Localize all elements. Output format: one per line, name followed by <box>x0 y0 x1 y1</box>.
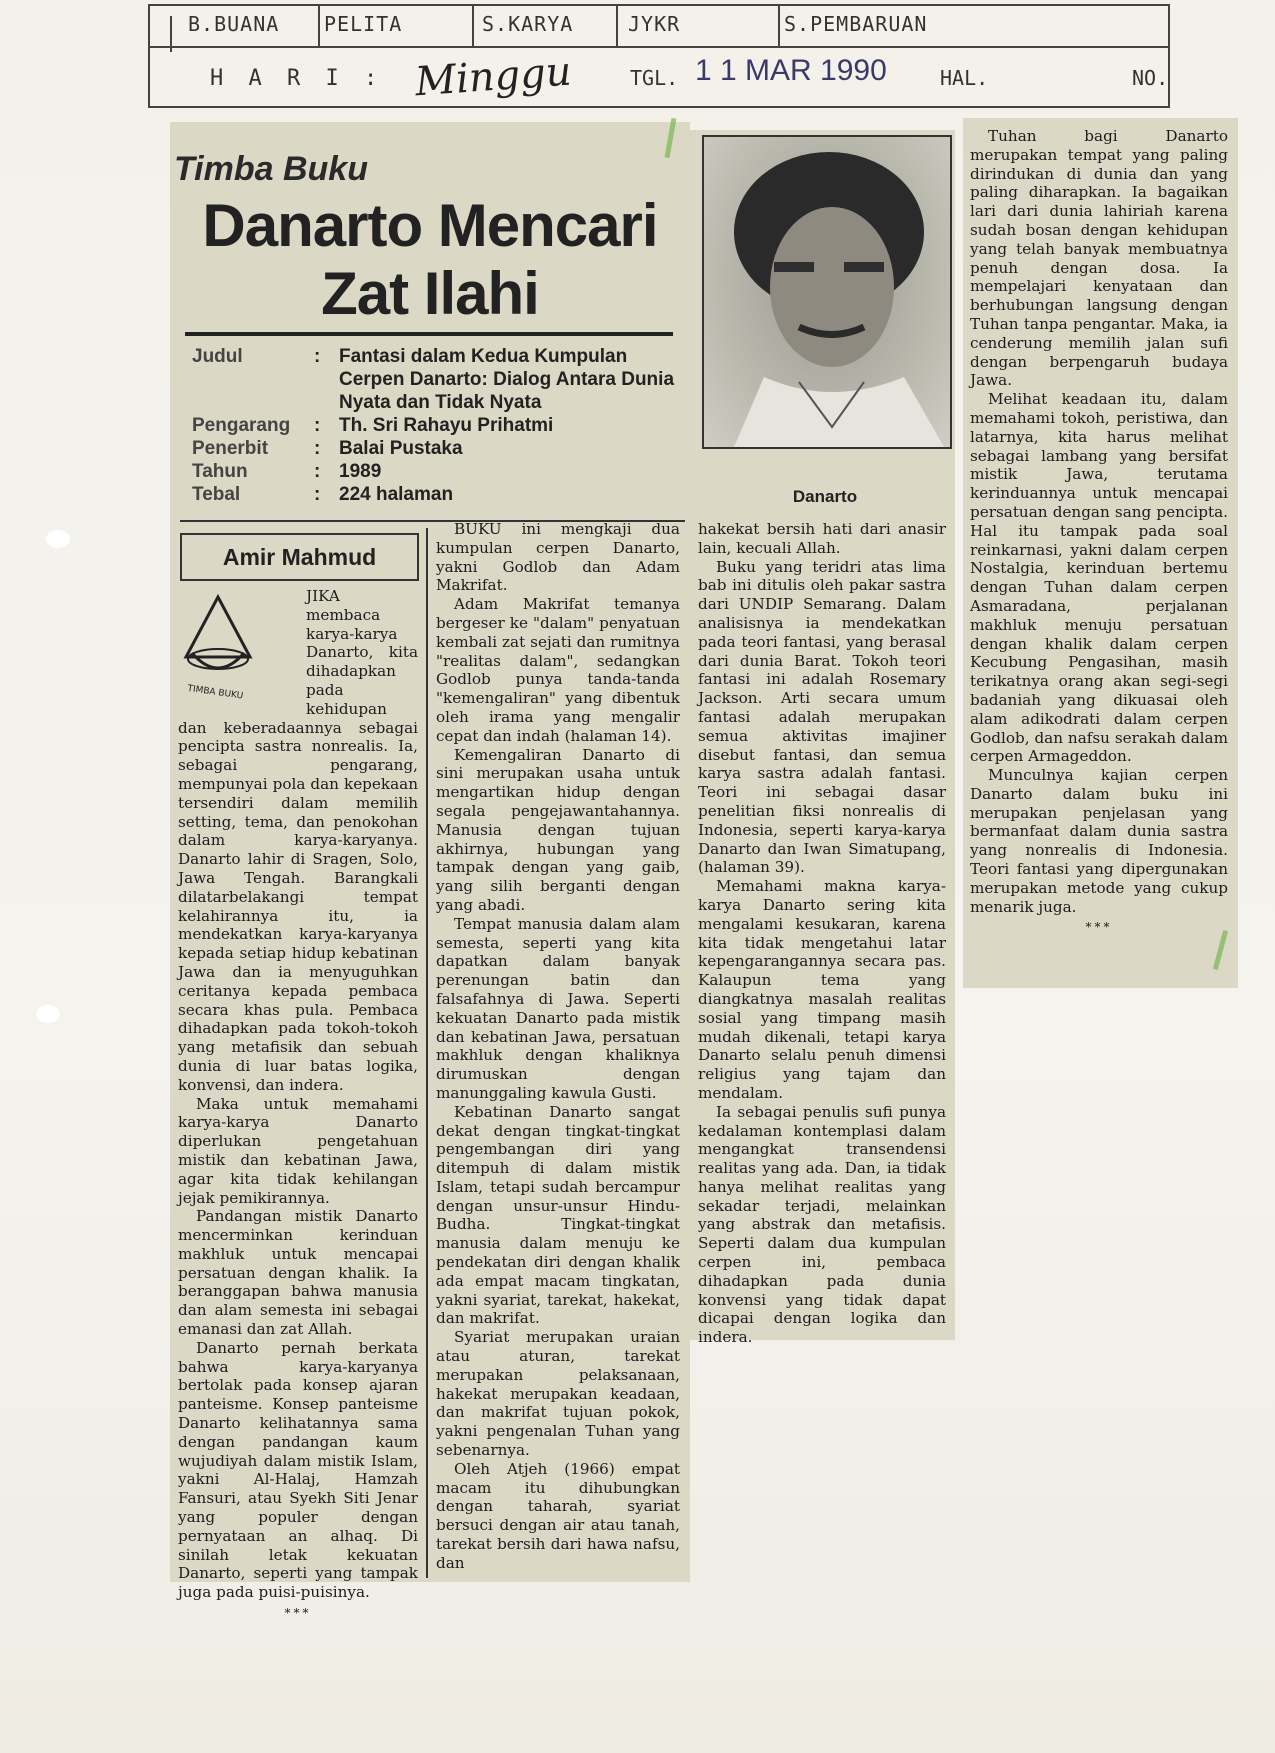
bucket-logo-icon <box>178 587 298 705</box>
stamp-cell: S.KARYA <box>482 12 574 36</box>
info-colon: : <box>314 346 321 367</box>
info-value: Fantasi dalam Kedua Kumpulan Cerpen Danarto: Dialog Antara Dunia Nyata dan Tidak Nyata <box>339 346 675 413</box>
stamp-no-label: NO. <box>1132 66 1169 90</box>
author-byline: Amir Mahmud <box>180 533 419 581</box>
paragraph: BUKU ini mengkaji dua kumpulan cerpen Danarto, yakni Godlob dan Adam Makrifat. <box>436 520 680 595</box>
paragraph: Munculnya kajian cerpen Danarto dalam buku ini merupakan penjelasan yang bermanfaat dalam dunia sastra yang nonrealis di Indonesia. Teori fantasi yang dipergunakan merupakan metode yang cukup menarik juga. <box>970 766 1228 916</box>
info-row <box>192 483 682 506</box>
stamp-handwritten-day: Minggu <box>413 48 573 106</box>
info-label: Penerbit <box>192 438 269 459</box>
paragraph: Buku yang teridri atas lima bab ini ditulis oleh pakar sastra dari UNDIP Semarang. Dalam analisisnya ia mendekatkan pada teori fantasi, yang berasal dari dunia Barat. Tokoh teori fantasi ini adalah Rosemary Jackson. Arti secara umum fantasi adalah merupakan semua aktivitas imajiner disebut fantasi, dan semua karya sastra adalah fantasi. Teori ini sebagai dasar penelitian fiksi nonrealis di Indonesia, seperti karya-karya Danarto dan Iwan Simatupang, (halaman 39). <box>698 557 946 877</box>
info-value: 1989 <box>339 461 382 482</box>
stamp-newspaper-row <box>150 6 1168 48</box>
stamp-tgl-label: TGL. <box>630 66 679 90</box>
end-stars: *** <box>284 1606 312 1621</box>
timba-buku-logo <box>178 587 302 707</box>
headline-line: Danarto Mencari <box>202 192 658 259</box>
paragraph: Tuhan bagi Danarto merupakan tempat yang paling dirindukan di dunia dan yang paling diharapkan. Ia bagaikan lari dari dunia lahiriah karena sudah bosan dengan kehidupan yang telah banyak membuatnya penuh dengan dosa. Ia mempelajari kenyataan dan berhubungan langsung dengan Tuhan tanpa pengantar. Maka, ia cenderung memilih jalan sufi dengan berpengaruh budaya Jawa. <box>970 127 1228 390</box>
stamp-divider <box>472 6 474 46</box>
paragraph: Adam Makrifat temanya bergeser ke "dalam" penyatuan kembali zat sejati dan rumitnya "realitas dalam", sedangkan Godlob punya tanda-tanda "kemengaliran" yang dibentuk oleh irama yang mengalir cepat dan indah (halaman 14). <box>436 595 680 745</box>
stamp-margin-line <box>170 16 172 52</box>
clipping-stamp <box>148 4 1170 108</box>
article-column-4 <box>970 127 1228 937</box>
stamp-hal-label: HAL. <box>940 66 989 90</box>
paragraph: Kemengaliran Danarto di sini merupakan usaha untuk mengartikan hidup dengan segala pengejawantahannya. Manusia dengan tujuan akhirnya, hubungan yang tampak dengan yang gaib, yang silih berganti dengan yang abadi. <box>436 745 680 914</box>
paragraph: Melihat keadaan itu, dalam memahami tokoh, peristiwa, dan latarnya, kita harus melihat sebagai lambang yang bersifat mistik Jawa, terutama kerinduannya untuk mencapai persatuan dengan sang pencipta. Hal itu tampak pada soal reinkarnasi, yakni dalam cerpen Nostalgia, kerinduan bertemu dengan Tuhan dalam cerpen Asmaradana, perjalanan makhluk menuju persatuan dengan khalik dalam cerpen Kecubung Pengasihan, masih terikatnya orang akan segi-segi badaniah yang dikuasai oleh alam adikodrati dalam cerpen Godlob, dan nafsu serakah dalam cerpen Armageddon. <box>970 390 1228 766</box>
stamp-cell: B.BUANA <box>188 12 280 36</box>
portrait-image <box>704 137 950 447</box>
paragraph: Danarto pernah berkata bahwa karya-karyanya bertolak pada konsep ajaran panteisme. Konsep panteisme Danarto kelihatannya sama dengan pandangan kaum wujudiyah dalam mistik Islam, yakni Al-Halaj, Hamzah Fansuri, atau Syekh Siti Jenar yang populer dengan pernyataan an alhaq. Di sinilah letak kekuatan Danarto, seperti yang tampak juga pada puisi-puisinya. <box>178 1338 418 1602</box>
stamp-cell: S.PEMBARUAN <box>784 12 928 36</box>
svg-text:TIMBA BUKU: TIMBA BUKU <box>186 683 244 702</box>
info-label: Judul <box>192 346 243 367</box>
photo-caption: Danarto <box>792 487 858 506</box>
info-colon: : <box>314 438 321 459</box>
paragraph: Memahami makna karya-karya Danarto sering kita mengalami kesukaran, karena kita tidak mengetahui latar kepengarangannya secara pas. Kalaupun tema yang diangkatnya masalah realitas sosial yang timpang masih mudah dikenali, tetapi karya Danarto selalu penuh dimensi religius yang tajam dan mendalam. <box>698 877 946 1102</box>
info-value: 224 halaman <box>339 484 454 505</box>
article-headline <box>180 192 680 328</box>
info-colon: : <box>314 461 321 482</box>
paragraph: Maka untuk memahami karya-karya Danarto diperlukan pengetahuan mistik dan kebatinan Jawa, agar kita tidak kehilangan jejak pemikirannya. <box>178 1094 418 1207</box>
info-row <box>192 414 682 437</box>
punch-hole <box>36 1005 60 1023</box>
article-column-3 <box>698 520 946 1347</box>
info-row <box>192 345 682 414</box>
stamp-cell: PELITA <box>324 12 403 36</box>
stamp-divider <box>616 6 618 46</box>
end-stars: *** <box>1085 920 1113 935</box>
paragraph: Ia sebagai penulis sufi punya kedalaman kontemplasi dalam mengangkat transendensi realitas yang ada. Dan, ia tidak hanya melihat realitas yang sekadar terjadi, melainkan yang abstrak dan metafisis. Seperti dalam dua kumpulan cerpen ini, pembaca dihadapkan pada dunia konvensi yang tidak dapat dicapai dengan logika dan indera. <box>698 1102 946 1347</box>
info-row <box>192 437 682 460</box>
stamp-divider <box>318 6 320 46</box>
info-value: Th. Sri Rahayu Prihatmi <box>339 415 554 436</box>
paragraph: Tempat manusia dalam alam semesta, seperti yang kita dapatkan dalam banyak perenungan batin dan falsafahnya di Jawa. Seperti kekuatan Danarto pada mistik dan kebatinan Jawa, persatuan makhluk dengan khaliknya dirumuskan dengan manunggaling kawula Gusti. <box>436 914 680 1102</box>
stamp-date: 1 1 MAR 1990 <box>695 54 887 87</box>
column-rule <box>426 528 428 1578</box>
info-label: Pengarang <box>192 415 291 436</box>
article-kicker: Timba Buku <box>174 150 368 188</box>
headline-line: Zat Ilahi <box>321 260 539 327</box>
stamp-cell: JYKR <box>628 12 681 36</box>
author-photo <box>702 135 952 449</box>
info-colon: : <box>314 484 321 505</box>
stamp-divider <box>778 6 780 46</box>
headline-rule <box>185 332 673 336</box>
paragraph: Kebatinan Danarto sangat dekat dengan tingkat-tingkat pengembangan diri yang ditempuh di dalam mistik Islam, tetapi sudah bercampur dengan unsur-unsur Hindu-Budha. Tingkat-tingkat manusia dalam menuju ke pendekatan diri dengan khalik ada empat macam tingkatan, yakni syariat, tarekat, hakekat, dan makrifat. <box>436 1102 680 1328</box>
stamp-hari-label: H A R I : <box>210 66 384 91</box>
info-colon: : <box>314 415 321 436</box>
book-info <box>192 345 682 506</box>
info-value: Balai Pustaka <box>339 438 463 459</box>
stamp-date-row <box>150 48 1168 104</box>
article-column-1 <box>178 587 418 1623</box>
article-column-2 <box>436 520 680 1573</box>
paragraph: Pandangan mistik Danarto mencerminkan kerinduan makhluk untuk mencapai persatuan dengan khalik. Ia beranggapan bahwa manusia dan alam semesta ini sebagai emanasi dan zat Allah. <box>178 1207 418 1339</box>
info-label: Tahun <box>192 461 248 482</box>
punch-hole <box>46 530 70 548</box>
info-label: Tebal <box>192 484 241 505</box>
paragraph: Oleh Atjeh (1966) empat macam itu dihubungkan dengan taharah, syariat bersuci dengan air atau tanah, tarekat bersih dari hawa nafsu, dan <box>436 1459 680 1572</box>
paragraph: Syariat merupakan uraian atau aturan, tarekat merupakan pelaksanaan, hakekat merupakan keadaan, dan makrifat tujuan pokok, yakni pengenalan Tuhan yang sebenarnya. <box>436 1328 680 1460</box>
paragraph: JIKA membaca karya-karya Danarto, kita dihadapkan pada kehidupan dan keberadaannya sebagai pencipta sastra nonrealis. Ia, sebagai pengarang, mempunyai pola dan kepekaan tersendiri dalam memilih setting, tema, dan penokohan dalam karya-karyanya. Danarto lahir di Sragen, Solo, Jawa Tengah. Barangkali dilatarbelakangi tempat kelahirannya itu, ia mendekatkan karya-karyanya kepada setiap hidup kebatinan Jawa dan ia menyuguhkan ceritanya kepada pembaca secara khas pula. Pembaca dihadapkan pada tokoh-tokoh yang metafisik dan sebuah dunia di luar batas logika, konvensi, dan indera. <box>178 587 418 1094</box>
info-row <box>192 460 682 483</box>
paragraph: hakekat bersih hati dari anasir lain, kecuali Allah. <box>698 520 946 557</box>
